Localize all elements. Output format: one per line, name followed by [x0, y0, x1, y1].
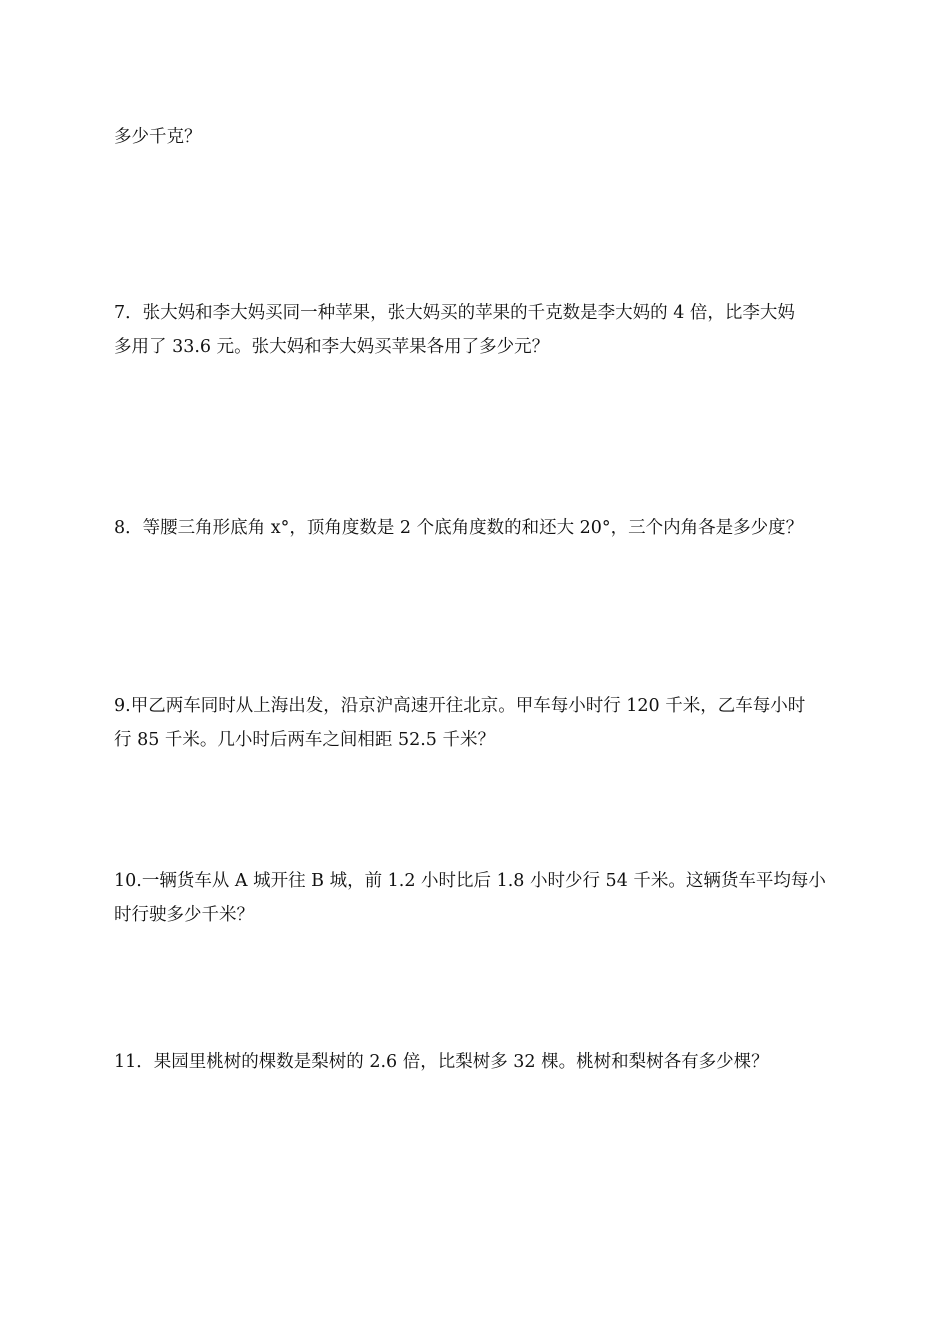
question-6-continuation	[114, 120, 844, 154]
text-line: 行 85 千米。几小时后两车之间相距 52.5 千米？	[114, 730, 495, 750]
text-line: 9.甲乙两车同时从上海出发，沿京沪高速开往北京。甲车每小时行 120 千米，乙车每小时	[114, 696, 806, 716]
question-8	[114, 511, 844, 545]
question-10	[114, 864, 844, 932]
text-line: 8．等腰三角形底角 x°，顶角度数是 2 个底角度数的和还大 20°，三个内角各是多少度？	[114, 518, 804, 538]
text-line: 多少千克？	[114, 127, 202, 147]
text-line: 多用了 33.6 元。张大妈和李大妈买苹果各用了多少元？	[114, 337, 550, 357]
text-line: 10.一辆货车从 A 城开往 B 城，前 1.2 小时比后 1.8 小时少行 54 千米。这辆货车平均每小	[114, 871, 826, 891]
question-9	[114, 689, 844, 757]
question-11	[114, 1045, 844, 1079]
text-line: 7．张大妈和李大妈买同一种苹果，张大妈买的苹果的千克数是李大妈的 4 倍，比李大妈	[114, 303, 795, 323]
question-7	[114, 296, 844, 364]
text-line: 11．果园里桃树的棵数是梨树的 2.6 倍，比梨树多 32 棵。桃树和梨树各有多少棵？	[114, 1052, 769, 1072]
text-line: 时行驶多少千米？	[114, 905, 254, 925]
